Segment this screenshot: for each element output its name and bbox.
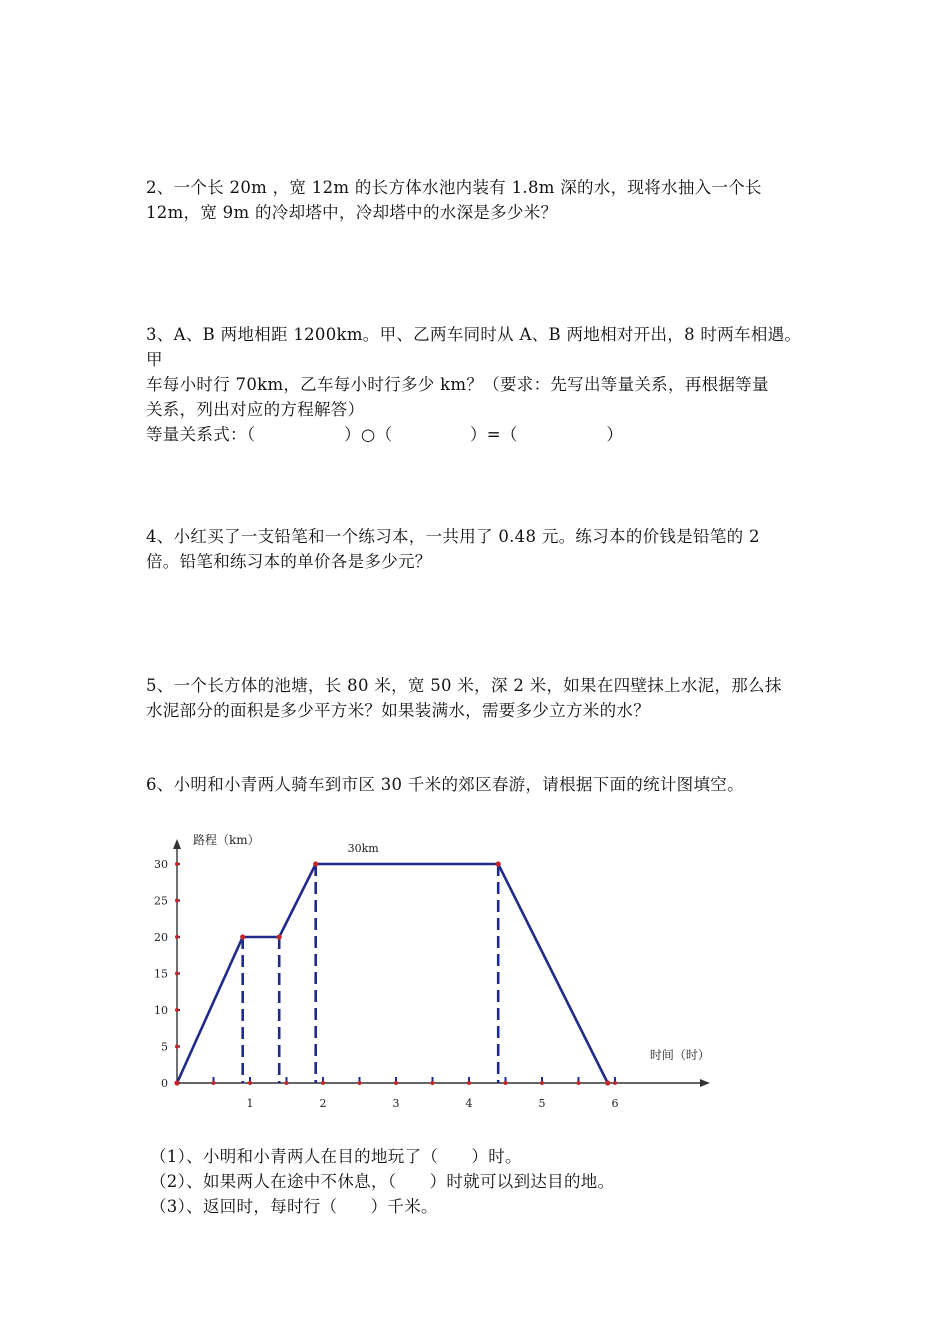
y-axis-label: 路程（km） xyxy=(193,833,260,847)
x-tick-label: 3 xyxy=(392,1097,400,1110)
question-2-line-1: 2、一个长 20m ，宽 12m 的长方体水池内装有 1.8m 深的水，现将水抽入一个长 xyxy=(146,178,762,197)
question-3-line-3: 关系，列出对应的方程解答） xyxy=(146,400,365,419)
question-5-line-1: 5、一个长方体的池塘，长 80 米，宽 50 米，深 2 米，如果在四壁抹上水泥，那么抹 xyxy=(146,676,782,695)
y-tick-label: 0 xyxy=(161,1077,168,1090)
x-tick-dot xyxy=(394,1081,398,1085)
x-tick-dot xyxy=(212,1081,216,1085)
question-4-line-1: 4、小红买了一支铅笔和一个练习本，一共用了 0.48 元。练习本的价钱是铅笔的 2 xyxy=(146,527,760,546)
question-6 xyxy=(146,772,814,797)
question-4 xyxy=(146,524,814,574)
question-6-line-1: 6、小明和小青两人骑车到市区 30 千米的郊区春游，请根据下面的统计图填空。 xyxy=(146,775,744,794)
y-tick-label: 5 xyxy=(161,1040,168,1054)
y-tick-dot xyxy=(175,1008,179,1012)
data-point xyxy=(277,934,282,939)
y-axis-arrow xyxy=(173,839,181,849)
subquestion-3: （3）、返回时，每时行（ ）千米。 xyxy=(150,1197,438,1216)
x-tick-dot xyxy=(467,1081,471,1085)
x-tick-dot xyxy=(431,1081,435,1085)
y-tick-dot xyxy=(175,935,179,939)
question-2-line-2: 12m，宽 9m 的冷却塔中，冷却塔中的水深是多少米？ xyxy=(146,203,558,222)
question-3-line-2: 车每小时行 70km，乙车每小时行多少 km？（要求：先写出等量关系，再根据等量 xyxy=(146,375,769,394)
data-point xyxy=(496,861,501,866)
distance-time-chart xyxy=(150,825,730,1120)
question-3-line-1: 3、A、B 两地相距 1200km。甲、乙两车同时从 A、B 两地相对开出，8 时两车相遇。甲 xyxy=(146,325,802,369)
x-tick-dot xyxy=(248,1081,252,1085)
question-5 xyxy=(146,673,814,723)
y-tick-dot xyxy=(175,899,179,903)
equation-template: 等量关系式：（ ）○（ ）=（ ） xyxy=(146,425,624,444)
plateau-annotation: 30km xyxy=(347,842,379,855)
x-tick-dot xyxy=(540,1081,544,1085)
x-tick-dot xyxy=(504,1081,508,1085)
x-tick-dot xyxy=(358,1081,362,1085)
x-tick-dot xyxy=(285,1081,289,1085)
x-tick-label: 4 xyxy=(465,1097,473,1110)
subquestion-1: （1）、小明和小青两人在目的地玩了（ ）时。 xyxy=(150,1147,522,1166)
data-point xyxy=(240,934,245,939)
subquestion-2: （2）、如果两人在途中不休息，（ ）时就可以到达目的地。 xyxy=(150,1172,615,1191)
question-3 xyxy=(146,322,814,447)
x-tick-dot xyxy=(613,1081,617,1085)
x-tick-label: 6 xyxy=(611,1097,619,1110)
x-tick-dot xyxy=(577,1081,581,1085)
y-tick-label: 30 xyxy=(154,858,168,871)
x-axis-arrow xyxy=(700,1079,710,1087)
data-point xyxy=(174,1080,179,1085)
x-axis-label: 时间（时） xyxy=(649,1048,710,1062)
y-tick-dot xyxy=(175,862,179,866)
y-tick-label: 10 xyxy=(154,1004,168,1017)
question-4-line-2: 倍。铅笔和练习本的单价各是多少元？ xyxy=(146,552,432,571)
question-5-line-2: 水泥部分的面积是多少平方米？如果装满水，需要多少立方米的水？ xyxy=(146,701,650,720)
x-tick-label: 5 xyxy=(538,1097,546,1110)
data-point xyxy=(605,1080,610,1085)
y-tick-dot xyxy=(175,1045,179,1049)
data-point xyxy=(313,861,318,866)
x-tick-label: 2 xyxy=(319,1097,327,1110)
y-tick-label: 25 xyxy=(154,894,168,908)
x-tick-dot xyxy=(321,1081,325,1085)
y-tick-label: 15 xyxy=(154,967,168,981)
y-tick-label: 20 xyxy=(154,931,168,944)
question-2 xyxy=(146,175,814,225)
x-tick-label: 1 xyxy=(246,1097,254,1110)
y-tick-dot xyxy=(175,972,179,976)
